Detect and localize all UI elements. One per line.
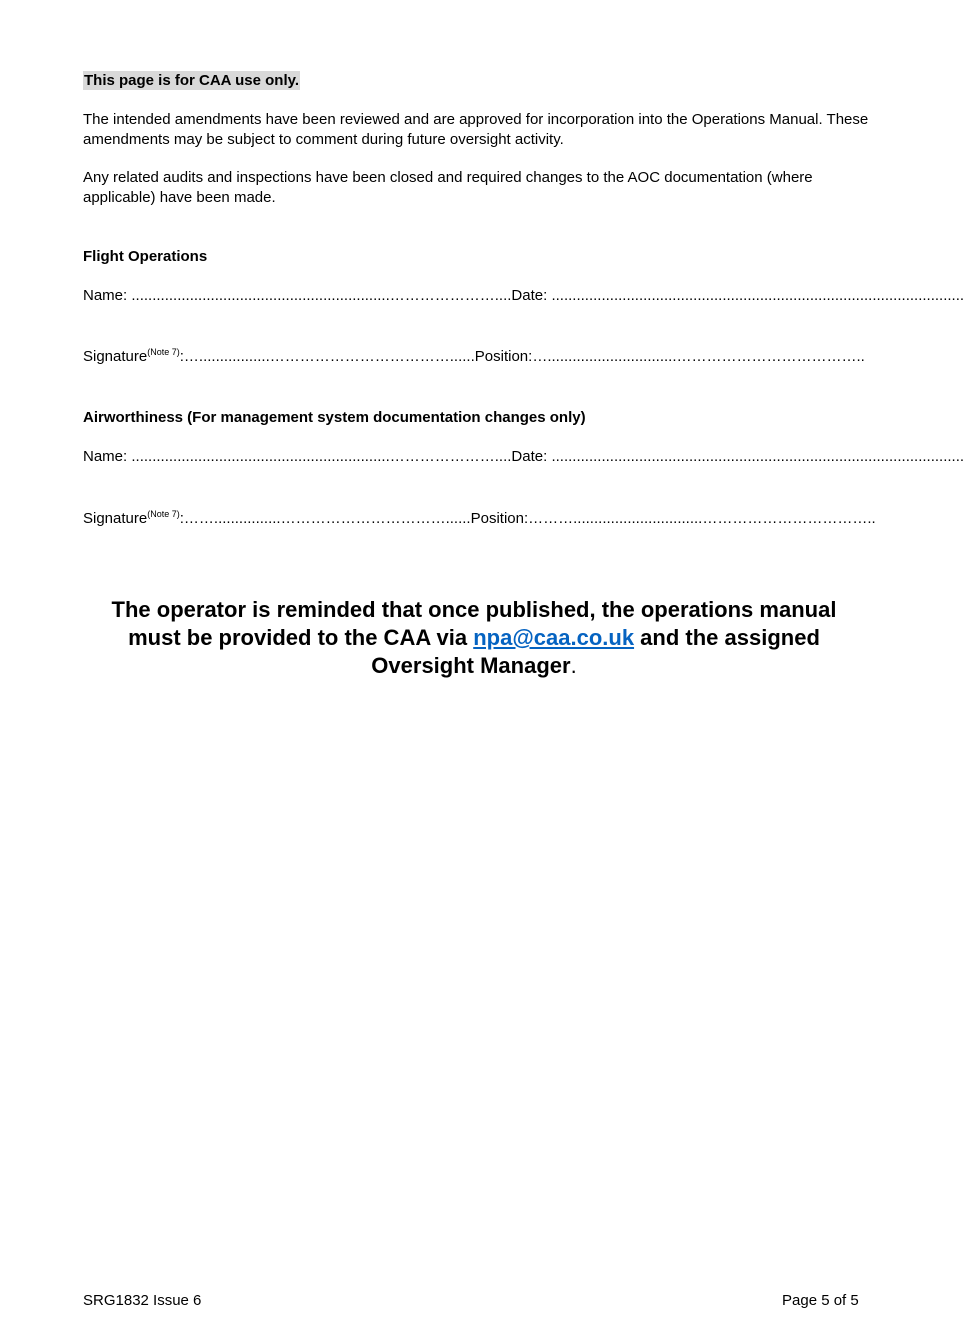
signature-field: :….................………………………………...... (179, 348, 475, 365)
date-field: ................................................................................................... (551, 287, 964, 304)
position-field: …...............................……………………………….. (532, 348, 865, 365)
airworthiness-name-date-row (83, 447, 964, 466)
page-number: Page 5 of 5 (782, 1292, 859, 1309)
reminder-period: . (570, 653, 577, 678)
airworthiness-heading: Airworthiness (For management system documentation changes only) (83, 409, 586, 426)
name-label: Name: (83, 448, 132, 465)
airworthiness-signature-position-row (83, 509, 921, 528)
flight-ops-name-date-row (83, 286, 964, 305)
signature-label: Signature (83, 510, 148, 527)
date-field: ................................................................................................... (551, 448, 964, 465)
date-label: Date: (511, 448, 552, 465)
name-field: ..............................................................………………….... (131, 287, 512, 304)
signature-note: (Note 7) (147, 347, 180, 357)
signature-label: Signature (83, 348, 148, 365)
approval-paragraph: The intended amendments have been reviewed and are approved for incorporation into the Operations Manual. These amendments may be subject to comment during future oversight activity. (83, 111, 869, 148)
position-label: Position: (474, 348, 533, 365)
date-label: Date: (511, 287, 552, 304)
reminder-text-end: and the assigned Oversight Manager (371, 625, 820, 678)
flight-operations-heading: Flight Operations (83, 248, 208, 265)
flight-ops-signature-position-row (83, 347, 921, 366)
publication-reminder (83, 596, 865, 680)
signature-note: (Note 7) (147, 509, 180, 519)
caa-use-only-notice: This page is for CAA use only. (84, 72, 300, 89)
npa-email-link[interactable]: npa@caa.co.uk (473, 625, 635, 650)
document-reference: SRG1832 Issue 6 (83, 1292, 202, 1309)
name-field: ..............................................................………………….... (131, 448, 512, 465)
document-page (83, 0, 964, 1344)
signature-field: :……................……………………………...... (179, 510, 471, 527)
position-label: Position: (470, 510, 529, 527)
audits-paragraph: Any related audits and inspections have been closed and required changes to the AOC documentation (where applicable) have been made. (83, 169, 813, 206)
position-field: ………...............................…………………………….. (528, 510, 876, 527)
name-label: Name: (83, 287, 132, 304)
reminder-text: The operator is reminded that once published, the operations manual must be provided to the CAA via (111, 597, 837, 650)
